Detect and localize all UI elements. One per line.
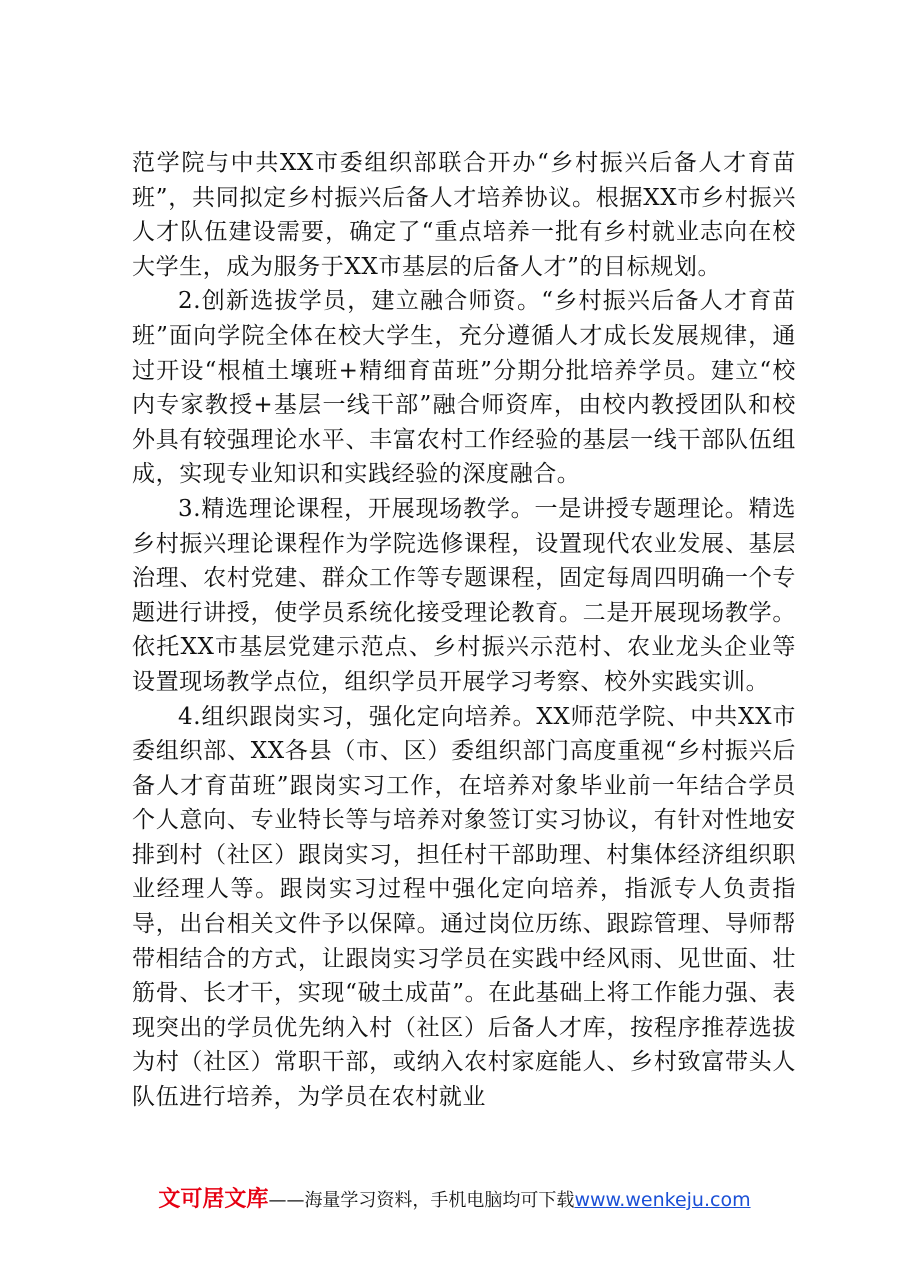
watermark-footer [0,1182,909,1213]
footer-brand: 文可居文库 [158,1187,269,1212]
footer-url-link[interactable]: www.wenkeju.com [574,1189,751,1211]
footer-slogan: ——海量学习资料，手机电脑均可下载 [268,1190,575,1211]
document-body [132,146,796,1115]
paragraph-3: 3.精选理论课程，开展现场教学。一是讲授专题理论。精选乡村振兴理论课程作为学院选修课程，设置现代农业发展、基层治理、农村党建、群众工作等专题课程，固定每周四明确一个专题进行讲授，使学员系统化接受理论教育。二是开展现场教学。依托XX市基层党建示范点、乡村振兴示范村、农业龙头企业等设置现场教学点位，组织学员开展学习考察、校外实践实训。 [132,495,796,695]
paragraph-4: 4.组织跟岗实习，强化定向培养。XX师范学院、中共XX市委组织部、XX各县（市、区）委组织部门高度重视“乡村振兴后备人才育苗班”跟岗实习工作，在培养对象毕业前一年结合学员个人意向、专业特长等与培养对象签订实习协议，有针对性地安排到村（社区）跟岗实习，担任村干部助理、村集体经济组织职业经理人等。跟岗实习过程中强化定向培养，指派专人负责指导，出台相关文件予以保障。通过岗位历练、跟踪管理、导师帮带相结合的方式，让跟岗实习学员在实践中经风雨、见世面、壮筋骨、长才干，实现“破土成苗”。在此基础上将工作能力强、表现突出的学员优先纳入村（社区）后备人才库，按程序推荐选拔为村（社区）常职干部，或纳入农村家庭能人、乡村致富带头人队伍进行培养，为学员在农村就业 [132,703,796,1111]
paragraph-2: 2.创新选拔学员，建立融合师资。“乡村振兴后备人才育苗班”面向学院全体在校大学生，充分遵循人才成长发展规律，通过开设“根植土壤班+精细育苗班”分期分批培养学员。建立“校内专家教授+基层一线干部”融合师资库，由校内教授团队和校外具有较强理论水平、丰富农村工作经验的基层一线干部队伍组成，实现专业知识和实践经验的深度融合。 [132,288,796,488]
paragraph-1: 范学院与中共XX市委组织部联合开办“乡村振兴后备人才育苗班”，共同拟定乡村振兴后备人才培养协议。根据XX市乡村振兴人才队伍建设需要，确定了“重点培养一批有乡村就业志向在校大学生，成为服务于XX市基层的后备人才”的目标规划。 [132,150,796,280]
